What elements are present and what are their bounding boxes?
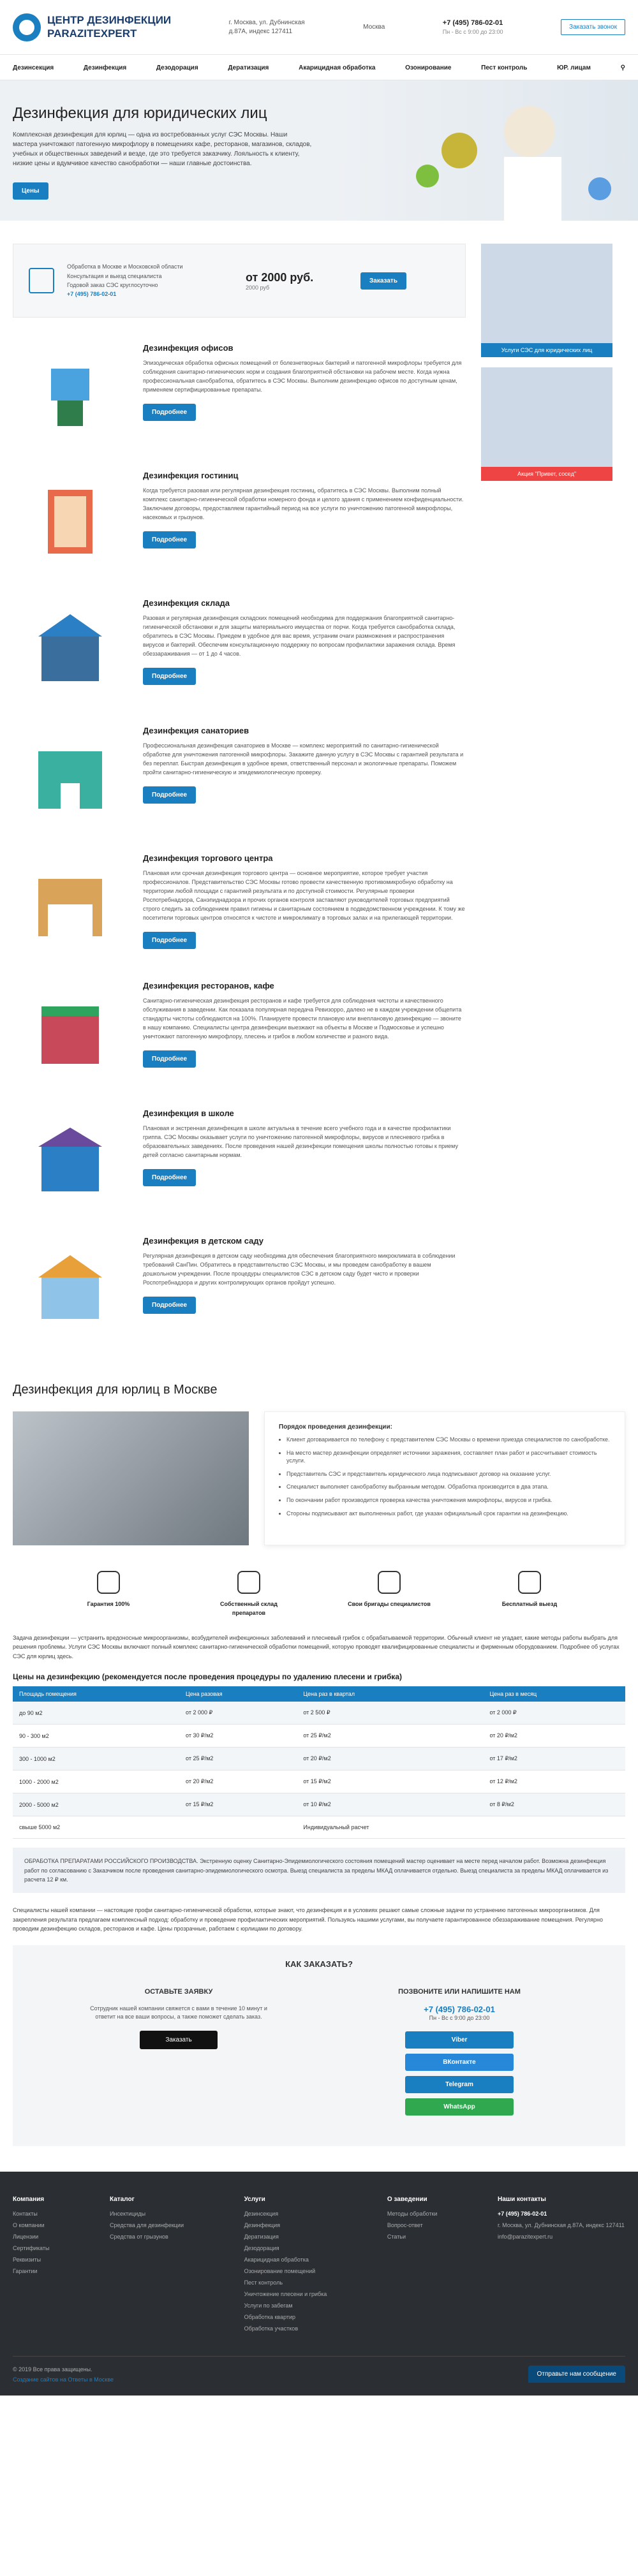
offer-phone[interactable]: +7 (495) 786-02-01 (67, 291, 117, 298)
more-button[interactable]: Подробнее (143, 1297, 196, 1314)
offer-line: Годовой заказ СЭС круглосуточно (67, 282, 158, 288)
prices-button[interactable]: Цены (13, 182, 48, 200)
school-illustration (13, 1108, 128, 1204)
section-title: Дезинфекция для юрлиц в Москве (13, 1383, 218, 1397)
service-item: Дезинфекция склада Разовая и регулярная дезинфекция складских помещений необходима для поддержания благоприятной санитарно-гигиенической обстановки и для защиты материального имущества от порчи. Когда требуется санобработка склада, обратитесь в СЭС Москвы. Приедем в удобное для вас время, устраним очаги размножения и распространения вирусов и бактерий. Обеспечим консультационную поддержку по вопросам профилактики заражения склада. Время обеззараживания — от 1 до 4 часов. Подробнее (13, 598, 466, 700)
more-button[interactable]: Подробнее (143, 1169, 196, 1186)
side-banner[interactable]: Услуги СЭС для юридических лиц (481, 244, 612, 357)
procedure-box: Порядок проведения дезинфекции: • Клиент договаривается по телефону с представителем СЭС Москвы о времени приезда специалистов по санобработке. • На место мастер дезинфекции определяет источники заражения, составляет план работ и рассчитывает стоимость услуги. • Представитель СЭС и представитель юридического лица подписывают договор на оказание услуг. • Специалист выполняет санобработку выбранным методом. Обработка производится в два этапа. • По окончании работ производится проверка качества уничтожения микрофлоры, вирусов и грибка. • Стороны подписывают акт выполненных работ, где указан официальный срок гарантии на дезинфекцию. (264, 1411, 625, 1545)
description: Задача дезинфекции — устранить вредоносные микроорганизмы, возбудителей инфекционных заболеваний и плесневый грибок с обрабатываемой территории. Обычный клиент не угадает, какие методы работы выбрать для решения проблемы. Услуги СЭС Москвы включают полный комплекс санитарно-гигиенической обработки помещений, которую проводят квалифицированные специалисты и фирменным оборудованием. Подробнее об услугах СЭС для юрлиц здесь. (13, 1635, 619, 1660)
more-button[interactable]: Подробнее (143, 668, 196, 685)
hotel-illustration (13, 471, 128, 566)
offer-line: Обработка в Москве и Московской области (67, 263, 183, 270)
table-row: 1000 - 2000 м2 от 20 ₽/м2 от 15 ₽/м2 от 12 ₽/м2 (13, 1770, 625, 1793)
disinfection-photo (13, 1411, 249, 1545)
warehouse-icon (237, 1571, 260, 1594)
offer-line: Консультация и выезд специалиста (67, 272, 162, 279)
callback-button[interactable]: Заказать звонок (561, 19, 625, 35)
features: Гарантия 100% Собственный склад препаратов Свои бригады специалистов Бесплатный выезд (38, 1571, 600, 1617)
table-row: до 90 м2 от 2 000 ₽ от 2 500 ₽ от 2 000 ₽ (13, 1702, 625, 1725)
hero-image (332, 80, 638, 221)
table-row: 90 - 300 м2 от 30 ₽/м2 от 25 ₽/м2 от 20 ₽/м2 (13, 1725, 625, 1748)
viber-button[interactable]: Viber (405, 2031, 514, 2049)
telegram-button[interactable]: Telegram (405, 2076, 514, 2093)
nav-item[interactable]: Дератизация (228, 64, 269, 71)
logo[interactable] (13, 13, 171, 41)
kindergarten-illustration (13, 1236, 128, 1332)
more-button[interactable]: Подробнее (143, 932, 196, 949)
logo-line2: PARAZITEXPERT (47, 27, 137, 40)
more-button[interactable]: Подробнее (143, 786, 196, 804)
chat-widget[interactable]: Отправьте нам сообщение (528, 2366, 626, 2383)
hero (0, 80, 638, 221)
service-item: Дезинфекция офисов Эпизодическая обработка офисных помещений от болезнетворных бактерий и патогенной микрофлоры требуется для соблюдения санитарно-гигиенических норм и создания благоприятной обстановки на рабочем месте. Когда нужна профессиональная санобработка, обратитесь в СЭС Москвы. Выполним дезинфекцию офисов по доступным ценам, применяем сертифицированные препараты. Подробнее (13, 343, 466, 445)
shield-icon (29, 268, 54, 293)
truck-icon (518, 1571, 541, 1594)
offer-price: от 2000 руб. 2000 руб (246, 270, 314, 291)
nav-item[interactable]: Дезинсекция (13, 64, 54, 71)
nav-item[interactable]: Дезодорация (156, 64, 198, 71)
dev-link[interactable]: Создание сайтов на Ответы в Москве (13, 2376, 114, 2383)
more-button[interactable]: Подробнее (143, 531, 196, 548)
warehouse-illustration (13, 598, 128, 694)
vk-button[interactable]: ВКонтакте (405, 2054, 514, 2071)
hero-text: Комплексная дезинфекция для юрлиц — одна из востребованных услуг СЭС Москвы. Наши мастера уничтожают патогенную микрофлору в помещениях кафе, ресторанов, магазинов, складов, учебных и общественных заведений и везде, где это требуется заказчику. Лояльность к клиенту, низкие цены и вдумчивое качество санобработки — наши главные достоинства. (13, 131, 312, 167)
shield-check-icon (97, 1571, 120, 1594)
logo-icon (13, 13, 41, 41)
service-item: Дезинфекция в детском саду Регулярная дезинфекция в детском саду необходима для обеспечения благоприятного микроклимата в соблюдении требований СанПин. Обратитесь в представительство СЭС Москвы, и мы проведем санобработку в вашем дошкольном учреждении. После процедуры специалистов СЭС в детском саду будет чисто и проверки Роспотребнадзора и других контролирующих органов пройдут успешно. Подробнее (13, 1236, 466, 1338)
service-item: Дезинфекция ресторанов, кафе Санитарно-гигиеническая дезинфекция ресторанов и кафе требуется для соблюдения чистоты и качественного обслуживания в заведении. Как показала популярная передача Ревизорро, далеко не в каждом учреждении общепита стандарты чистоты соблюдаются на 100%. Планируете провести плановую или внеплановую дезинфекцию — звоните в нашу компанию. Специалисты центра дезинфекции выезжают на объекты в Москве и Подмосковье и успешно уничтожают патогенную микрофлору, плесень и грибок в любом количестве и разного вида. Подробнее (13, 981, 466, 1083)
note-box: ОБРАБОТКА ПРЕПАРАТАМИ РОССИЙСКОГО ПРОИЗВОДСТВА. Экстренную оценку Санитарно-Эпидемиологического состояния помещений мастер оценивает на месте перед началом работ. Возможна дезинфекция работ по согласованию с Заказчиком после проведения санитарно-эпидемиологического осмотра. Выезд специалиста за пределы МКАД оплачивается отдельно. Выезд специалиста за пределы МКАД оплачивается из расчета 12 ₽ км. (13, 1848, 625, 1893)
whatsapp-button[interactable]: WhatsApp (405, 2098, 514, 2116)
table-row: 300 - 1000 м2 от 25 ₽/м2 от 20 ₽/м2 от 17 ₽/м2 (13, 1748, 625, 1770)
nav-item[interactable]: Пест контроль (481, 64, 528, 71)
nav-item[interactable]: Дезинфекция (83, 64, 127, 71)
office-illustration (13, 343, 128, 439)
service-item: Дезинфекция торгового центра Плановая или срочная дезинфекция торгового центра — основное мероприятие, которое требует участия профессионалов. Представительство СЭС Москвы готово провести качественную противомикробную обработку на территории любой площади с гарантией результата и по доступной стоимости. Регулярные проверки Роспотребнадзора, Санэпиднадзора и прочих органов контроля заставляют руководителей торговых предприятий строго следить за соблюдением правил гигиены и санитарным состоянием в подведомственном учреждении. К тому же посетители торговых центров относятся к чистоте и микроклимату в торговых залах и на прилегающей территории. Подробнее (13, 853, 466, 955)
sanatorium-illustration (13, 726, 128, 821)
city-select[interactable]: Москва (363, 24, 385, 31)
service-item: Дезинфекция в школе Плановая и экстренная дезинфекция в школе актуальна в течение всего учебного года и в качестве профилактики гриппа. СЭС Москвы оказывает услуги по уничтожению патогенной микрофлоры, вирусов и плесневого грибка в образовательных заведениях. После проведения нашей дезинфекции помещения школы полностью готовы к приему детей согласно санитарным нормам. Подробнее (13, 1108, 466, 1211)
nav-item[interactable]: ЮР. лицам (557, 64, 591, 71)
mall-illustration (13, 853, 128, 949)
order-phone[interactable]: +7 (495) 786-02-01 (424, 2004, 495, 2014)
description: Специалисты нашей компании — настоящие профи санитарно-гигиенической обработки, которые знают, что дезинфекция и в условиях решают самые сложные задачи по устранению патогенных микроорганизмов. Для закрепления результата предлагаем комплексный подход: обработку и проведение профилактических мероприятий. Пользуясь нашими услугами, вы получаете гарантированное обеззараживание помещения. Регулярно проводим дезинфекцию складов, ресторанов и кафе. Цены прозрачные, работаем с юрлицами по договору. (13, 1907, 603, 1932)
nav-item[interactable]: Акарицидная обработка (299, 64, 376, 71)
search-icon[interactable]: ⚲ (620, 64, 625, 71)
price-table: Площадь помещения Цена разовая Цена раз в квартал Цена раз в месяц до 90 м2 от 2 000 ₽ от 2 500 ₽ от 2 000 ₽ 90 - 300 м2 от 30 ₽/м2 от 25 ₽/м2 от 20 ₽/м2 300 - 1000 м2 от 25 ₽/м2 от 20 ₽/м2 от 17 ₽/м2 1000 - 2000 м2 от 20 ₽/м2 от 15 ₽/м2 от 12 ₽/м2 2000 - 5000 м2 от 15 ₽/м2 от 10 ₽/м2 от 8 ₽/м2 свыше 5000 м2 Индивидуальный расчет (13, 1686, 625, 1839)
copyright: © 2019 Все права защищены. (13, 2366, 93, 2373)
header-address: г. Москва, ул. Дубнинская д.87А, индекс 127411 (228, 18, 305, 35)
more-button[interactable]: Подробнее (143, 1050, 196, 1068)
header (0, 0, 638, 55)
offer-box (13, 244, 466, 318)
service-item: Дезинфекция гостиниц Когда требуется разовая или регулярная дезинфекция гостиниц, обратитесь в СЭС Москвы. Выполним полный комплекс санитарно-гигиенической обработки номерного фонда и целого здания с применением конфиденциальности. Заключаем договоры, предоставляем гарантийный период на все услуги по уничтожению патогенной микрофлоры, насекомых и грызунов. Подробнее (13, 471, 466, 573)
service-item: Дезинфекция санаториев Профессиональная дезинфекция санаториев в Москве — комплекс мероприятий по санитарно-гигиенической обработке для уничтожения патогенной микрофлоры. Закажите данную услугу в СЭС Москвы с гарантией результата и без переплат. Быстрая дезинфекция в удобное время, ответственный персонал и экологичные препараты. Поможем пройти санитарно-гигиеническую и эпидемиологическую проверку. Подробнее (13, 726, 466, 828)
worker-icon (378, 1571, 401, 1594)
order-submit-button[interactable]: Заказать (140, 2031, 217, 2049)
table-row: 2000 - 5000 м2 от 15 ₽/м2 от 10 ₽/м2 от 8 ₽/м2 (13, 1793, 625, 1816)
prices-title: Цены на дезинфекцию (рекомендуется после проведения процедуры по удалению плесени и грибка) (13, 1672, 402, 1682)
order-button[interactable]: Заказать (360, 272, 406, 290)
logo-line1: ЦЕНТР ДЕЗИНФЕКЦИИ (47, 14, 172, 27)
table-row: свыше 5000 м2 Индивидуальный расчет (13, 1816, 625, 1839)
more-button[interactable]: Подробнее (143, 404, 196, 421)
footer: Компания Контакты О компании Лицензии Сертификаты Реквизиты Гарантии Каталог Инсектициды Средства для дезинфекции Средства от грызунов Услуги Дезинсекция Дезинфекция Дератизация Дезодорация Акарицидная обработка Озонирование помещений Пест контроль Уничтожение плесени и грибка Услуги по забегам Обработка квартир Обработка участков О заведении Методы обработки Вопрос-ответ Статьи Наши контакты +7 (495) 786-02-01 г. Москва, ул. Дубнинская д.87А, индекс 127411 info@parazitexpert.ru © 2019 Все права защищены. Создание сайтов на Ответы в Москве Отправьте нам сообщение (0, 2172, 638, 2396)
side-banner[interactable]: Акция "Привет, сосед" (481, 367, 612, 481)
nav-item[interactable]: Озонирование (405, 64, 452, 71)
restaurant-illustration (13, 981, 128, 1077)
main-nav (0, 55, 638, 80)
hero-title: Дезинфекция для юридических лиц (13, 105, 267, 122)
order-section: КАК ЗАКАЗАТЬ? ОСТАВЬТЕ ЗАЯВКУ Сотрудник нашей компании свяжется с вами в течение 10 минут и ответит на все ваши вопросы, а также поможет сделать заказ. Заказать ПОЗВОНИТЕ ИЛИ НАПИШИТЕ НАМ +7 (495) 786-02-01 Пн - Вс с 9:00 до 23:00 Viber ВКонтакте Telegram WhatsApp (13, 1945, 625, 2147)
header-phone[interactable]: +7 (495) 786-02-01 Пн - Вс с 9:00 до 23:00 (442, 18, 503, 35)
